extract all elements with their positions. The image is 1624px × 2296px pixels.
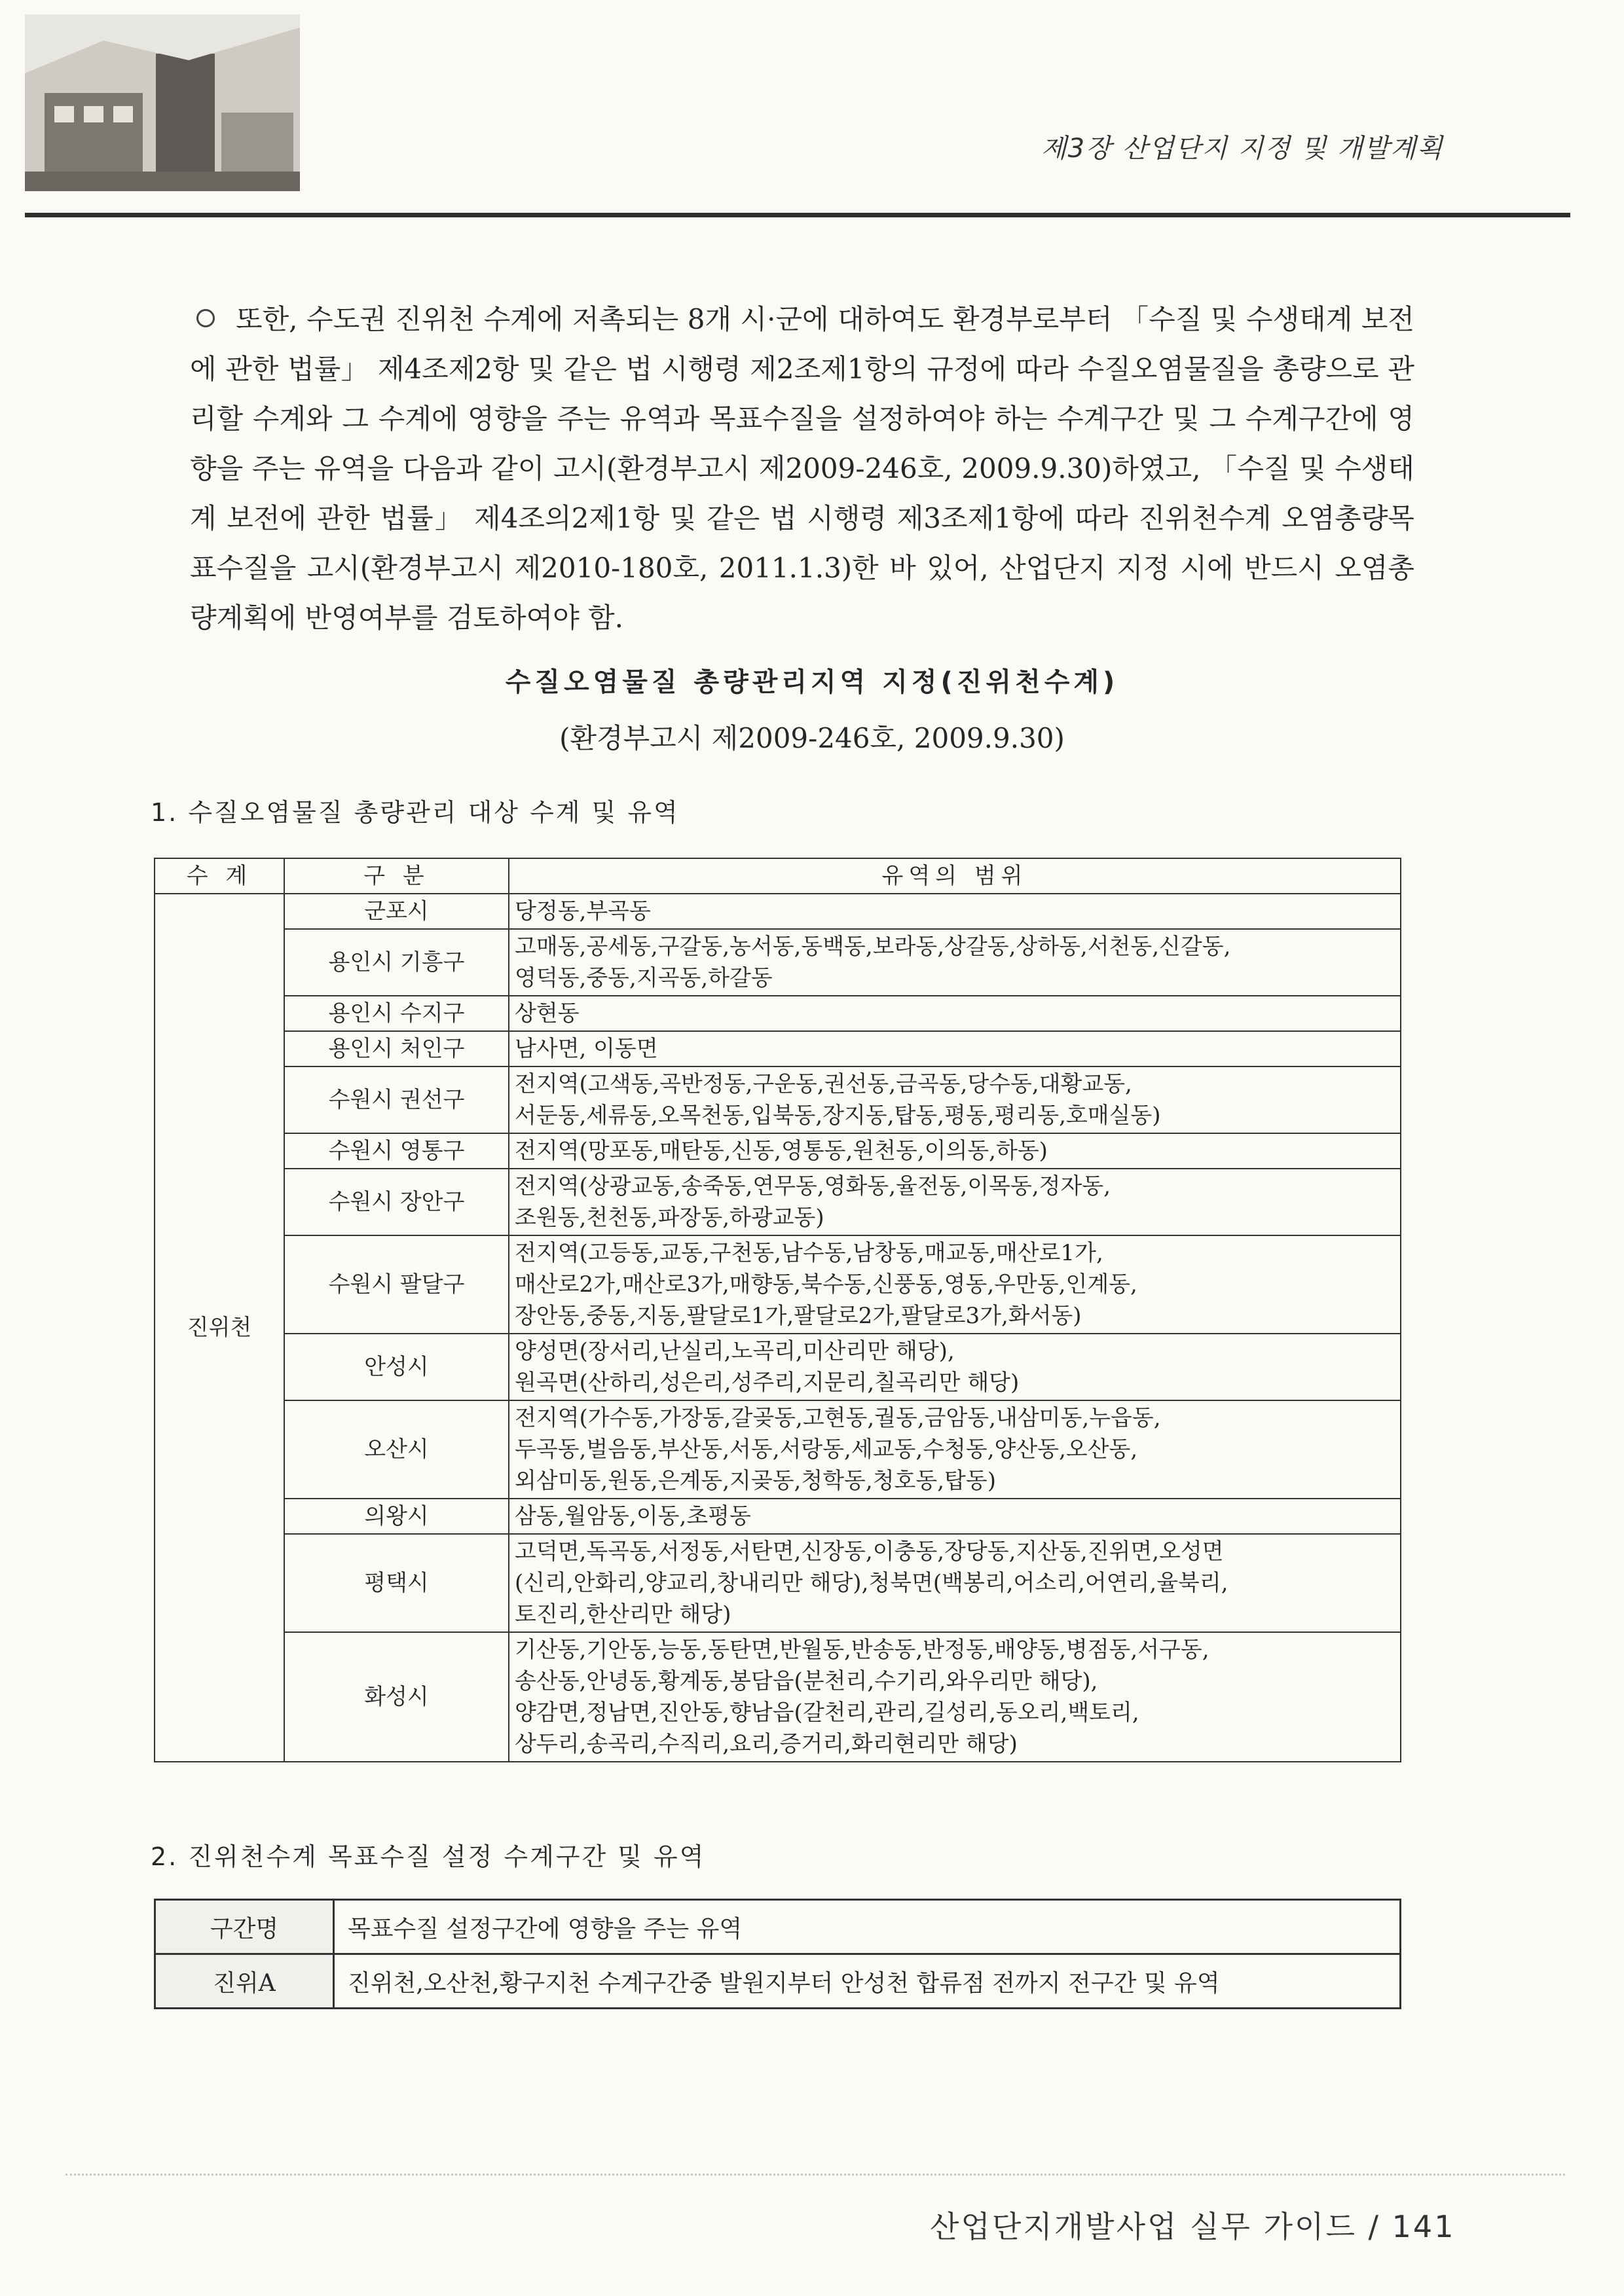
scope-cell: 남사면, 이동면 bbox=[509, 1031, 1401, 1066]
table-row bbox=[155, 1031, 1401, 1066]
header-section-name: 구간명 bbox=[155, 1900, 334, 1954]
scope-cell: 전지역(상광교동,송죽동,연무동,영화동,율전동,이목동,정자동, 조원동,천천동,파장동,하광교동) bbox=[509, 1169, 1401, 1235]
target-quality-table bbox=[154, 1899, 1401, 2009]
scope-cell: 당정동,부곡동 bbox=[509, 894, 1401, 929]
scope-cell: 고덕면,독곡동,서정동,서탄면,신장동,이충동,장당동,지산동,진위면,오성면 (신리,안화리,양교리,창내리만 해당),청북면(백봉리,어소리,어연리,율북리, 토진리,한산리만 해당) bbox=[509, 1534, 1401, 1632]
table-row bbox=[155, 1534, 1401, 1632]
table-row bbox=[155, 996, 1401, 1031]
chapter-title: 제3장 산업단지 지정 및 개발계획 bbox=[1041, 134, 1444, 164]
body-paragraph: 또한, 수도권 진위천 수계에 저촉되는 8개 시·군에 대하여도 환경부로부터 「수질 및 수생태계 보전에 관한 법률」 제4조제2항 및 같은 법 시행령 제2조제1항의 규정에 따라 수질오염물질을 총량으로 관리할 수계와 그 수계에 영향을 주는 유역과 목표수질을 설정하여야 하는 수계구간 및 그 수계구간에 영향을 주는 유역을 다음과 같이 고시(환경부고시 제2009-246호, 2009.9.30)하였고, 「수질 및 수생태계 보전에 관한 법률」 제4조의2제1항 및 같은 법 시행령 제3조제1항에 따라 진위천수계 오염총량목표수질을 고시(환경부고시 제2010-180호, 2011.1.3)한 바 있어, 산업단지 지정 시에 반드시 오염총량계획에 반영여부를 검토하여야 함. bbox=[190, 303, 1414, 634]
table-body bbox=[155, 894, 1401, 1762]
header-sugye: 수 계 bbox=[155, 858, 284, 894]
building-illustration-icon bbox=[25, 14, 300, 191]
table-row bbox=[155, 1400, 1401, 1499]
gubun-cell: 용인시 처인구 bbox=[284, 1031, 509, 1066]
table-row bbox=[155, 1334, 1401, 1400]
scope-cell: 기산동,기안동,능동,동탄면,반월동,반송동,반정동,배양동,병점동,서구동, 송산동,안녕동,황계동,봉담읍(분천리,수기리,와우리만 해당), 양감면,정남면,진안동,향남읍(갈천리,관리,길성리,동오리,백토리, 상두리,송곡리,수직리,요리,증거리,화리현리만 해당) bbox=[509, 1632, 1401, 1762]
table-row bbox=[155, 1954, 1401, 2009]
header-rule bbox=[25, 213, 1570, 217]
scope-cell: 전지역(망포동,매탄동,신동,영통동,원천동,이의동,하동) bbox=[509, 1133, 1401, 1169]
watershed-cell: 진위천,오산천,황구지천 수계구간중 발원지부터 안성천 합류점 전까지 전구간 및 유역 bbox=[334, 1954, 1401, 2009]
table-header-row bbox=[155, 858, 1401, 894]
gubun-cell: 평택시 bbox=[284, 1534, 509, 1632]
gubun-cell: 수원시 영통구 bbox=[284, 1133, 509, 1169]
gubun-cell: 안성시 bbox=[284, 1334, 509, 1400]
page-footer: 산업단지개발사업 실무 가이드 / 141 bbox=[930, 2209, 1456, 2244]
footer-rule bbox=[65, 2174, 1565, 2176]
notice-title: 수질오염물질 총량관리지역 지정(진위천수계) bbox=[505, 667, 1119, 697]
watershed-table bbox=[154, 858, 1401, 1762]
scope-cell: 고매동,공세동,구갈동,농서동,동백동,보라동,상갈동,상하동,서천동,신갈동, 영덕동,중동,지곡동,하갈동 bbox=[509, 929, 1401, 996]
header-gubun: 구 분 bbox=[284, 858, 509, 894]
table-row bbox=[155, 1235, 1401, 1334]
scope-cell: 전지역(고등동,교동,구천동,남수동,남창동,매교동,매산로1가, 매산로2가,매산로3가,매향동,북수동,신풍동,영동,우만동,인계동, 장안동,중동,지동,팔달로1가,팔달로2가,팔달로3가,화서동) bbox=[509, 1235, 1401, 1334]
gubun-cell: 오산시 bbox=[284, 1400, 509, 1499]
scope-cell: 전지역(가수동,가장동,갈곶동,고현동,궐동,금암동,내삼미동,누읍동, 두곡동,벌음동,부산동,서동,서랑동,세교동,수청동,양산동,오산동, 외삼미동,원동,은계동,지곶동,청학동,청호동,탑동) bbox=[509, 1400, 1401, 1499]
scope-cell: 삼동,월암동,이동,초평동 bbox=[509, 1499, 1401, 1534]
section2-heading: 2. 진위천수계 목표수질 설정 수계구간 및 유역 bbox=[151, 1842, 706, 1871]
table-row bbox=[155, 1169, 1401, 1235]
header-scope: 유역의 범위 bbox=[509, 858, 1401, 894]
gubun-cell: 수원시 권선구 bbox=[284, 1066, 509, 1133]
table-row bbox=[155, 1133, 1401, 1169]
table-row bbox=[155, 1632, 1401, 1762]
gubun-cell: 수원시 팔달구 bbox=[284, 1235, 509, 1334]
table-row bbox=[155, 1900, 1401, 1954]
section1-heading: 1. 수질오염물질 총량관리 대상 수계 및 유역 bbox=[151, 798, 680, 827]
notice-subtitle: (환경부고시 제2009-246호, 2009.9.30) bbox=[559, 722, 1065, 754]
gubun-cell: 용인시 수지구 bbox=[284, 996, 509, 1031]
gubun-cell: 용인시 기흥구 bbox=[284, 929, 509, 996]
table-row bbox=[155, 929, 1401, 996]
section-name-cell: 진위A bbox=[155, 1954, 334, 2009]
gubun-cell: 화성시 bbox=[284, 1632, 509, 1762]
header-watershed: 목표수질 설정구간에 영향을 주는 유역 bbox=[334, 1900, 1401, 1954]
table-row bbox=[155, 894, 1401, 929]
gubun-cell: 의왕시 bbox=[284, 1499, 509, 1534]
sugye-cell: 진위천 bbox=[155, 894, 284, 1762]
header-decorative-image bbox=[25, 14, 300, 191]
gubun-cell: 수원시 장안구 bbox=[284, 1169, 509, 1235]
gubun-cell: 군포시 bbox=[284, 894, 509, 929]
table-row bbox=[155, 1066, 1401, 1133]
table-row bbox=[155, 1499, 1401, 1534]
scope-cell: 양성면(장서리,난실리,노곡리,미산리만 해당), 원곡면(산하리,성은리,성주리,지문리,칠곡리만 해당) bbox=[509, 1334, 1401, 1400]
scope-cell: 상현동 bbox=[509, 996, 1401, 1031]
scope-cell: 전지역(고색동,곡반정동,구운동,권선동,금곡동,당수동,대황교동, 서둔동,세류동,오목천동,입북동,장지동,탑동,평동,평리동,호매실동) bbox=[509, 1066, 1401, 1133]
